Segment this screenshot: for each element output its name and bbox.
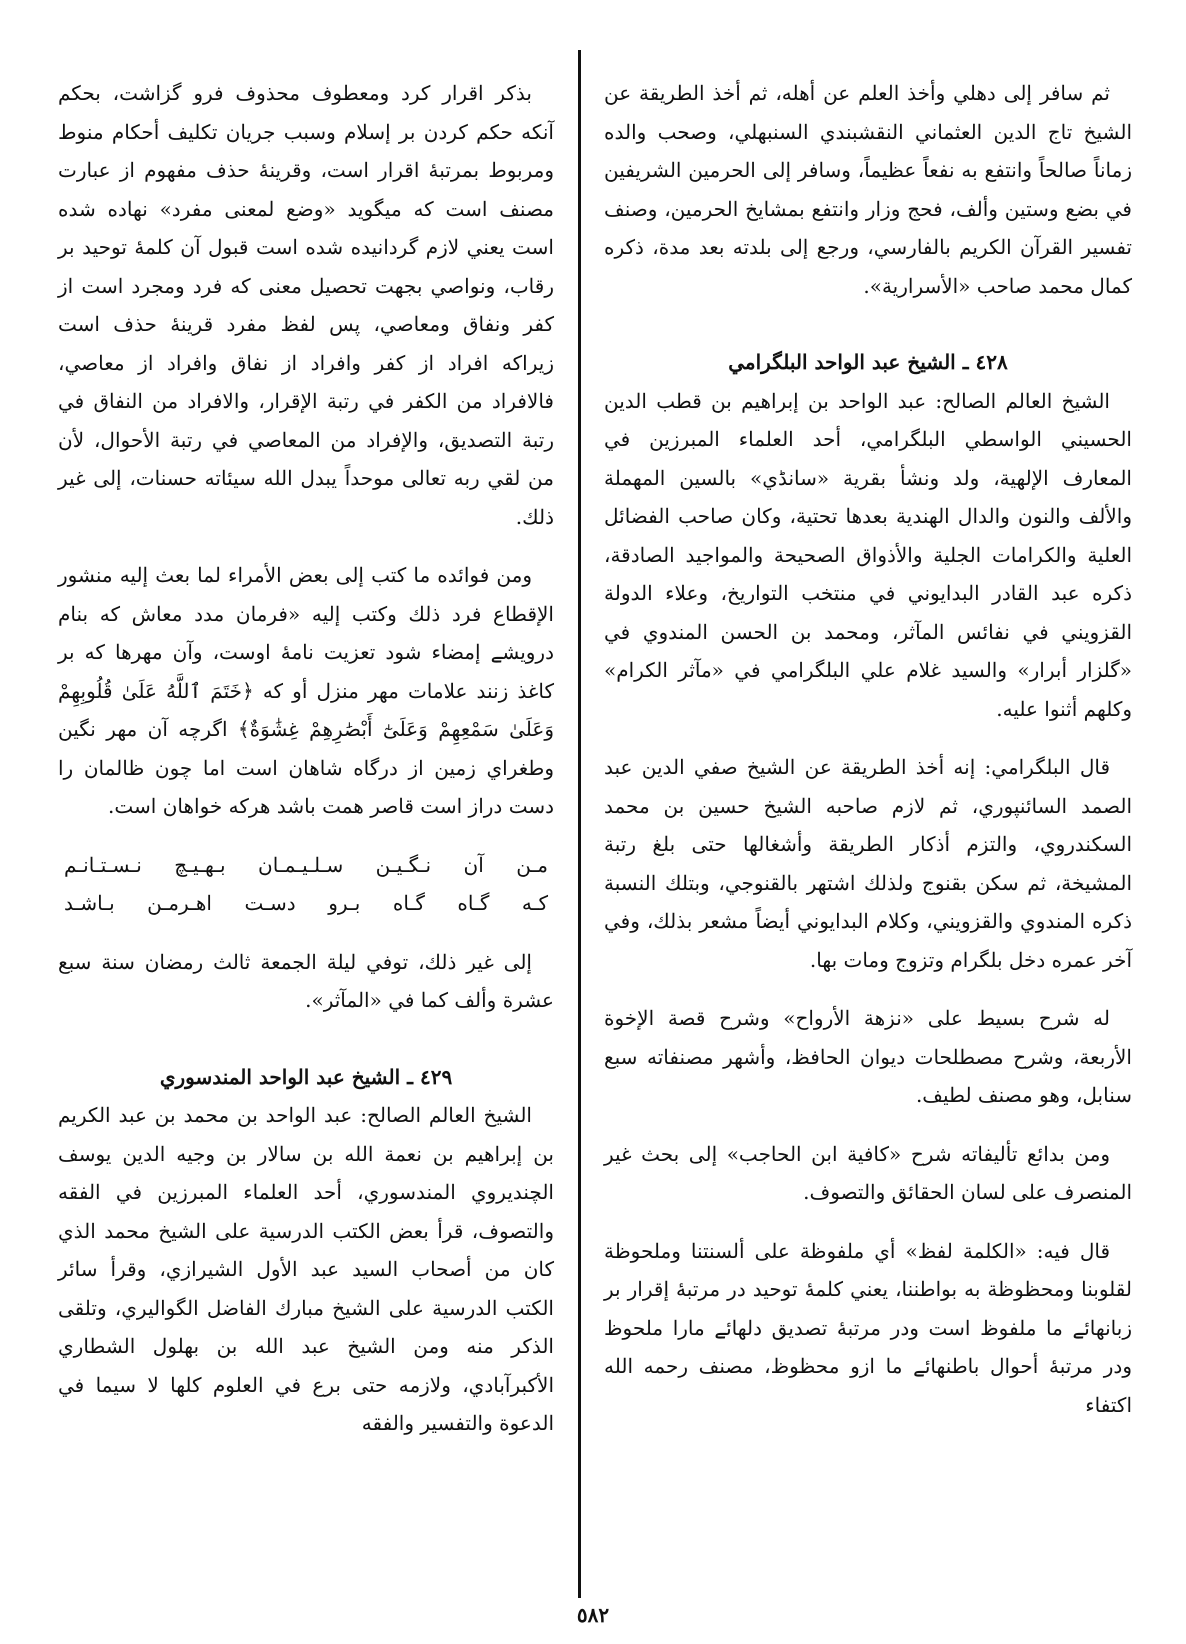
paragraph: له شرح بسيط على «نزهة الأرواح» وشرح قصة الإخوة الأربعة، وشرح مصطلحات ديوان الحافظ، وأشهر مصنفاته سبع سنابل، وهو مصنف لطيف.: [604, 1006, 1132, 1107]
entry-heading-428: ٤٢٨ ـ الشيخ عبد الواحد البلگرامي: [728, 350, 1008, 374]
paragraph: قال البلگرامي: إنه أخذ الطريقة عن الشيخ صفي الدين عبد الصمد السائنپوري، ثم لازم صاحبه الشيخ حسين بن محمد السكندروي، والتزم أذكار الطريقة وأشغالها حتى بلغ رتبة المشيخة، ثم سكن بقنوج ولذلك اشتهر بالقنوجي، وبتلك النسبة ذكره المندوي والقزويني، وكلام البدايوني أيضاً مشعر بذلك، وفي آخر عمره دخل بلگرام وتزوج ومات بها.: [604, 755, 1132, 972]
verse-line: مـن آن نـگـيـن سـلـيـمـان بـهـيـچ نـسـتـانـم: [64, 852, 548, 877]
paragraph: إلى غير ذلك، توفي ليلة الجمعة ثالث رمضان سنة سبع عشرة وألف كما في «المآثر».: [58, 949, 554, 1012]
paragraph: الشيخ العالم الصالح: عبد الواحد بن إبراهيم بن قطب الدين الحسيني الواسطي البلگرامي، أحد العلماء المبرزين في المعارف الإلهية، ولد ونشأ بقرية «سانڈي» بالسين المهملة والألف والنون والدال الهندية بعدها تحتية، وكان صاحب الفضائل العلية والكرامات الجلية والأذواق الصحيحة والمواجيد الصادقة، ذكره عبد القادر البدايوني في منتخب التواريخ، وعلاء الدولة القزويني في نفائس المآثر، ومحمد بن الحسن المندوي في «گلزار أبرار» والسيد غلام علي البلگرامي في «مآثر الكرام» وكلهم أثنوا عليه.: [604, 388, 1132, 721]
paragraph: ومن بدائع تأليفاته شرح «كافية ابن الحاجب» إلى بحث غير المنصرف على لسان الحقائق والتصوف.: [604, 1141, 1132, 1204]
column-divider: [578, 50, 581, 1598]
paragraph: ومن فوائده ما كتب إلى بعض الأمراء لما بعث إليه منشور الإقطاع فرد ذلك وكتب إليه «فرمان مدد معاش كه بنام درويشے إمضاء شود تعزيت نامهٔ اوست، وآن مهرها كه بر كاغذ زنند علامات مهر منزل أو كه ﴿خَتَمَ ٱللَّهُ عَلَىٰ قُلُوبِهِمْ وَعَلَىٰ سَمْعِهِمْ وَعَلَىٰٓ أَبْصَٰرِهِمْ غِشَٰوَةٌ﴾ اگرچه آن مهر نگين وطغراي زمين از درگاه شاهان است اما چون ظالمان را دست دراز است قاصر همت باشد هركه خواهان است.: [58, 563, 554, 818]
paragraph: ثم سافر إلى دهلي وأخذ العلم عن أهله، ثم أخذ الطريقة عن الشيخ تاج الدين العثماني النقشبندي السنبهلي، وصحب والده زماناً صالحاً وانتفع به نفعاً عظيماً، وسافر إلى الحرمين الشريفين في بضع وستين وألف، فحج وزار وانتفع بمشايخ الحرمين، وصنف تفسير القرآن الكريم بالفارسي، ورجع إلى بلدته بعد مدة، ذكره كمال محمد صاحب «الأسرارية».: [604, 81, 1132, 298]
verse-line: كـه گـاه گـاه بـرو دسـت اهـرمـن بـاشـد: [64, 891, 548, 915]
entry-heading-429: ٤٢٩ ـ الشيخ عبد الواحد المندسوري: [159, 1064, 453, 1089]
paragraph: قال فيه: «الكلمة لفظ» أي ملفوظة على ألسنتنا وملحوظة لقلوبنا ومحظوظة به بواطننا، يعني كلمهٔ توحيد در مرتبهٔ إقرار بر زبانهائے ما ملفوظ است ودر مرتبهٔ تصديق دلهائے مارا ملحوظ ودر مرتبهٔ أحوال باطنهائے ما ازو محظوظ، مصنف رحمه الله اكتفاء: [604, 1238, 1132, 1417]
left-column: [58, 74, 554, 1443]
persian-verse: [58, 846, 554, 923]
paragraph: الشيخ العالم الصالح: عبد الواحد بن محمد بن عبد الكريم بن إبراهيم بن نعمة الله بن سالار بن وجيه الدين يوسف الچنديروي المندسوري، أحد العلماء المبرزين في الفقه والتصوف، قرأ بعض الكتب الدرسية على الشيخ محمد الذي كان من أصحاب السيد عبد الأول الشيرازي، وقرأ سائر الكتب الدرسية على الشيخ مبارك الفاضل الگواليري، وتلقى الذكر منه ومن الشيخ عبد الله بن بهلول الشطاري الأكبرآبادي، ولازمه حتى برع في العلوم كلها لا سيما في الدعوة والتفسير والفقه: [58, 1103, 554, 1435]
paragraph: بذكر اقرار كرد ومعطوف محذوف فرو گزاشت، بحكم آنكه حكم كردن بر إسلام وسبب جريان تكليف أحكام منوط ومربوط بمرتبهٔ اقرار است، وقرينهٔ حذف مفهوم از عبارت مصنف است كه ميگويد «وضع لمعنى مفرد» نهاده شده است يعني لازم گردانيده شده است قبول آن كلمهٔ توحيد بر رقاب، ونواصي بجهت تحصيل معنى كه فرد ومجرد است از كفر ونفاق ومعاصي، پس لفظ مفرد قرينهٔ حذف است زيراكه افراد از كفر وافراد از نفاق وافراد از معاصي، فالافراد من الكفر في رتبة الإقرار، والافراد من النفاق في رتبة التصديق، والإفراد من المعاصي في رتبة الأحوال، لأن من لقي ربه تعالى موحداً يبدل الله سيئاته حسنات، إلى غير ذلك.: [58, 81, 554, 529]
right-column: [604, 74, 1132, 1424]
page-number: ٥٨٢: [576, 1603, 610, 1627]
